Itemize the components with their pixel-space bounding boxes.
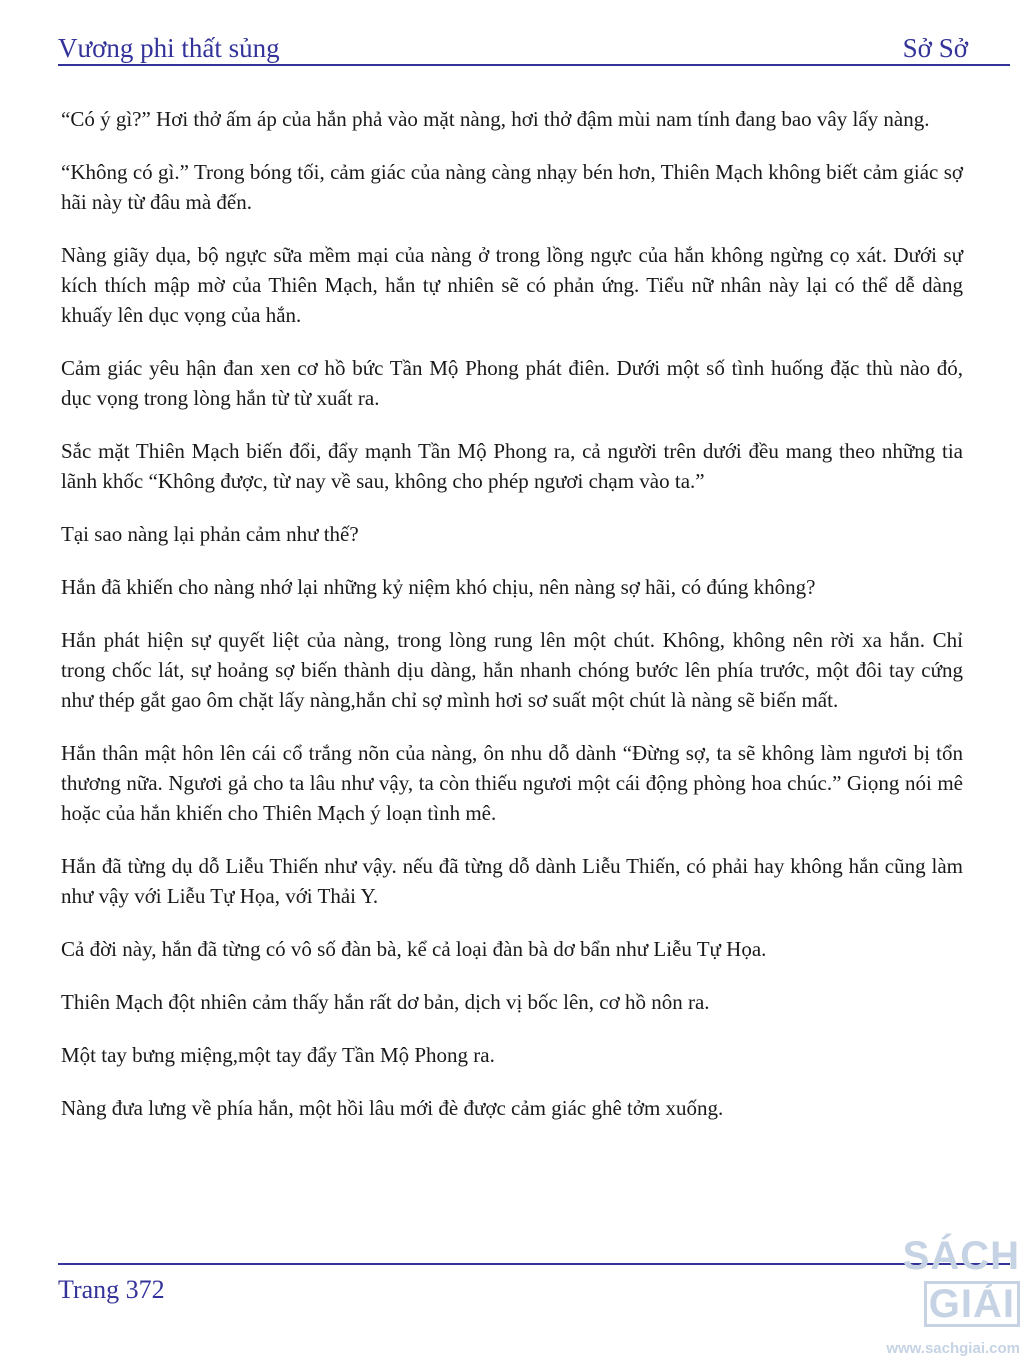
header-divider xyxy=(58,64,1010,66)
paragraph: Cả đời này, hắn đã từng có vô số đàn bà, kể cả loại đàn bà dơ bẩn như Liễu Tự Họa. xyxy=(61,937,767,961)
paragraph: Một tay bưng miệng,một tay đẩy Tần Mộ Phong ra. xyxy=(61,1043,495,1067)
paragraph: Hắn thân mật hôn lên cái cổ trắng nõn của nàng, ôn nhu dỗ dành “Đừng sợ, ta sẽ không làm ngươi bị tổn thương nữa. Ngươi gả cho ta lâu như vậy, ta còn thiếu ngươi một cái động phòng hoa chúc.” Giọng nói mê hoặc của hắn khiến cho Thiên Mạch ý loạn tình mê. xyxy=(61,741,963,825)
paragraph: “Có ý gì?” Hơi thở ấm áp của hắn phả vào mặt nàng, hơi thở đậm mùi nam tính đang bao vây lấy nàng. xyxy=(61,107,930,131)
paragraph: “Không có gì.” Trong bóng tối, cảm giác của nàng càng nhạy bén hơn, Thiên Mạch không biết cảm giác sợ hãi này từ đâu mà đến. xyxy=(61,160,963,214)
author-name: Sở Sở xyxy=(902,33,968,63)
book-title: Vương phi thất sủng xyxy=(58,33,280,63)
page-body xyxy=(61,104,963,1146)
watermark-logo-left: SÁCH xyxy=(902,1234,1020,1278)
paragraph: Tại sao nàng lại phản cảm như thế? xyxy=(61,522,359,546)
paragraph: Sắc mặt Thiên Mạch biến đổi, đẩy mạnh Tần Mộ Phong ra, cả người trên dưới đều mang theo những tia lãnh khốc “Không được, từ nay về sau, không cho phép ngươi chạm vào ta.” xyxy=(61,439,963,493)
paragraph: Hắn phát hiện sự quyết liệt của nàng, trong lòng rung lên một chút. Không, không nên rời xa hắn. Chỉ trong chốc lát, sự hoảng sợ biến thành dịu dàng, hắn nhanh chóng bước lên phía trước, một đôi tay cứng như thép gắt gao ôm chặt lấy nàng,hắn chỉ sợ mình hơi sơ suất một chút là nàng sẽ biến mất. xyxy=(61,628,963,712)
watermark-logo xyxy=(820,1232,1020,1357)
paragraph: Thiên Mạch đột nhiên cảm thấy hắn rất dơ bản, dịch vị bốc lên, cơ hồ nôn ra. xyxy=(61,990,710,1014)
watermark-logo-boxed: GIẢI xyxy=(924,1281,1020,1327)
paragraph: Cảm giác yêu hận đan xen cơ hồ bức Tần Mộ Phong phát điên. Dưới một số tình huống đặc thù nào đó, dục vọng trong lòng hắn từ từ xuất ra. xyxy=(61,356,963,410)
paragraph: Hắn đã khiến cho nàng nhớ lại những kỷ niệm khó chịu, nên nàng sợ hãi, có đúng không? xyxy=(61,575,816,599)
page-header xyxy=(58,22,968,62)
watermark-url: www.sachgiai.com xyxy=(886,1340,1020,1357)
page-number: Trang 372 xyxy=(58,1275,165,1304)
paragraph: Hắn đã từng dụ dỗ Liễu Thiến như vậy. nếu đã từng dỗ dành Liễu Thiến, có phải hay không hắn cũng làm như vậy với Liễu Tự Họa, với Thải Y. xyxy=(61,854,963,908)
paragraph: Nàng đưa lưng về phía hắn, một hồi lâu mới đè được cảm giác ghê tởm xuống. xyxy=(61,1096,724,1120)
watermark-logo-text xyxy=(820,1232,1020,1328)
paragraph: Nàng giãy dụa, bộ ngực sữa mềm mại của nàng ở trong lồng ngực của hắn không ngừng cọ xát. Dưới sự kích thích mập mờ của Thiên Mạch, hắn tự nhiên sẽ có phản ứng. Tiểu nữ nhân này lại có thể dễ dàng khuấy lên dục vọng của hắn. xyxy=(61,243,963,327)
